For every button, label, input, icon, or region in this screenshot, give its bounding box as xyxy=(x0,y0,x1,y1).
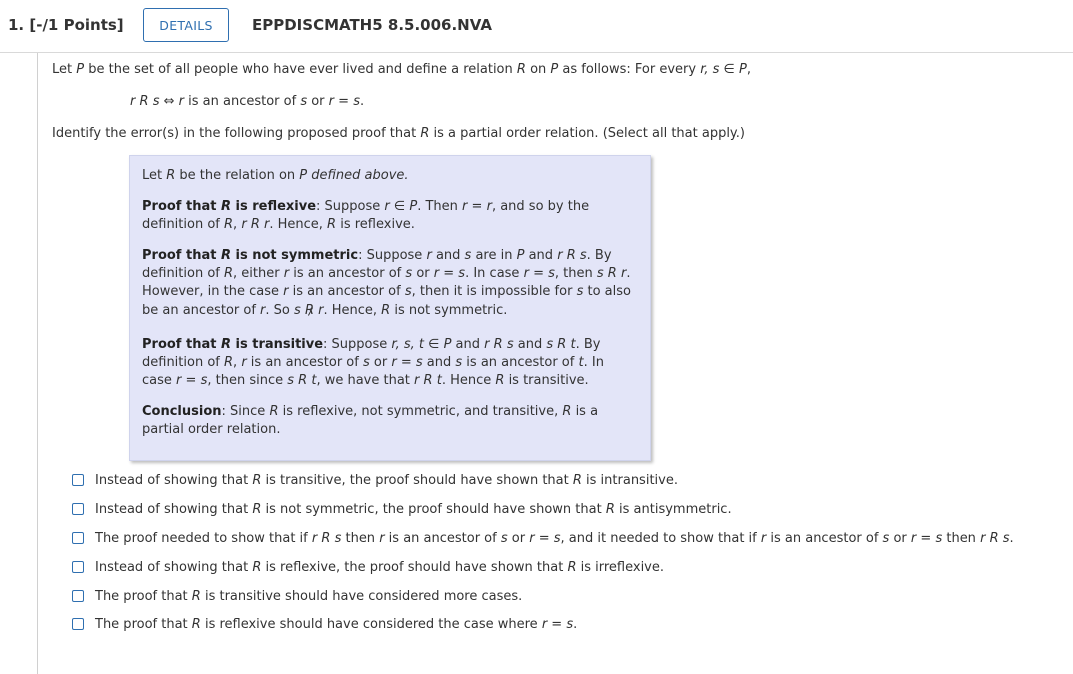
option-irreflexive[interactable] xyxy=(72,558,664,576)
checkbox[interactable] xyxy=(72,532,84,544)
symmetric-line-3: However, in the case r is an ancestor of s, then it is impossible for s to also xyxy=(142,284,631,299)
checkbox[interactable] xyxy=(72,503,84,515)
question-header xyxy=(0,0,1073,53)
not-related-symbol: R xyxy=(304,303,314,318)
option-label: The proof needed to show that if r R s then r is an ancestor of s or r = s, and it needed to show that if r is an ancestor of s or r = s then r R s. xyxy=(95,530,1014,546)
left-divider xyxy=(37,53,38,674)
option-label: The proof that R is transitive should have considered more cases. xyxy=(95,588,523,604)
relation-definition: r R s ⇔ r is an ancestor of s or r = s. xyxy=(130,94,365,109)
proof-intro: Let R be the relation on P defined above. xyxy=(142,168,409,183)
symmetric-line-2: definition of R, either r is an ancestor of s or r = s. In case r = s, then s R r. xyxy=(142,266,631,281)
transitive-line-3: case r = s, then since s R t, we have that r R t. Hence R is transitive. xyxy=(142,373,589,388)
conclusion-line-1: Conclusion: Since R is reflexive, not symmetric, and transitive, R is a xyxy=(142,404,599,419)
option-intransitive[interactable] xyxy=(72,471,678,489)
conclusion-line-2: partial order relation. xyxy=(142,422,281,437)
question-code: EPPDISCMATH5 8.5.006.NVA xyxy=(252,16,492,34)
checkbox[interactable] xyxy=(72,590,84,602)
question-intro: Let P be the set of all people who have ever lived and define a relation R on P as follows: For every r, s ∈ P, xyxy=(52,62,751,77)
option-reflexive-case[interactable] xyxy=(72,615,577,633)
transitive-line-1: Proof that R is transitive: Suppose r, s, t ∈ P and r R s and s R t. By xyxy=(142,337,601,352)
option-both-directions[interactable] xyxy=(72,529,1014,547)
details-button[interactable]: DETAILS xyxy=(143,8,229,42)
checkbox[interactable] xyxy=(72,474,84,486)
option-label: The proof that R is reflexive should have considered the case where r = s. xyxy=(95,616,578,632)
option-antisymmetric[interactable] xyxy=(72,500,732,518)
option-label: Instead of showing that R is not symmetric, the proof should have shown that R is antisymmetric. xyxy=(95,501,732,517)
option-label: Instead of showing that R is transitive, the proof should have shown that R is intransitive. xyxy=(95,472,678,488)
reflexive-line-1: Proof that R is reflexive: Suppose r ∈ P. Then r = r, and so by the xyxy=(142,199,590,214)
reflexive-line-2: definition of R, r R r. Hence, R is reflexive. xyxy=(142,217,415,232)
checkbox[interactable] xyxy=(72,618,84,630)
checkbox[interactable] xyxy=(72,561,84,573)
option-more-cases[interactable] xyxy=(72,587,522,605)
symmetric-line-1: Proof that R is not symmetric: Suppose r and s are in P and r R s. By xyxy=(142,248,612,263)
question-prompt: Identify the error(s) in the following proposed proof that R is a partial order relation. (Select all that apply.) xyxy=(52,126,745,141)
symmetric-line-4: be an ancestor of r. So s R r. Hence, R is not symmetric. xyxy=(142,303,508,318)
proposed-proof-box xyxy=(129,155,651,461)
option-label: Instead of showing that R is reflexive, the proof should have shown that R is irreflexive. xyxy=(95,559,665,575)
question-number-points: 1. [-/1 Points] xyxy=(8,16,124,34)
transitive-line-2: definition of R, r is an ancestor of s or r = s and s is an ancestor of t. In xyxy=(142,355,604,370)
